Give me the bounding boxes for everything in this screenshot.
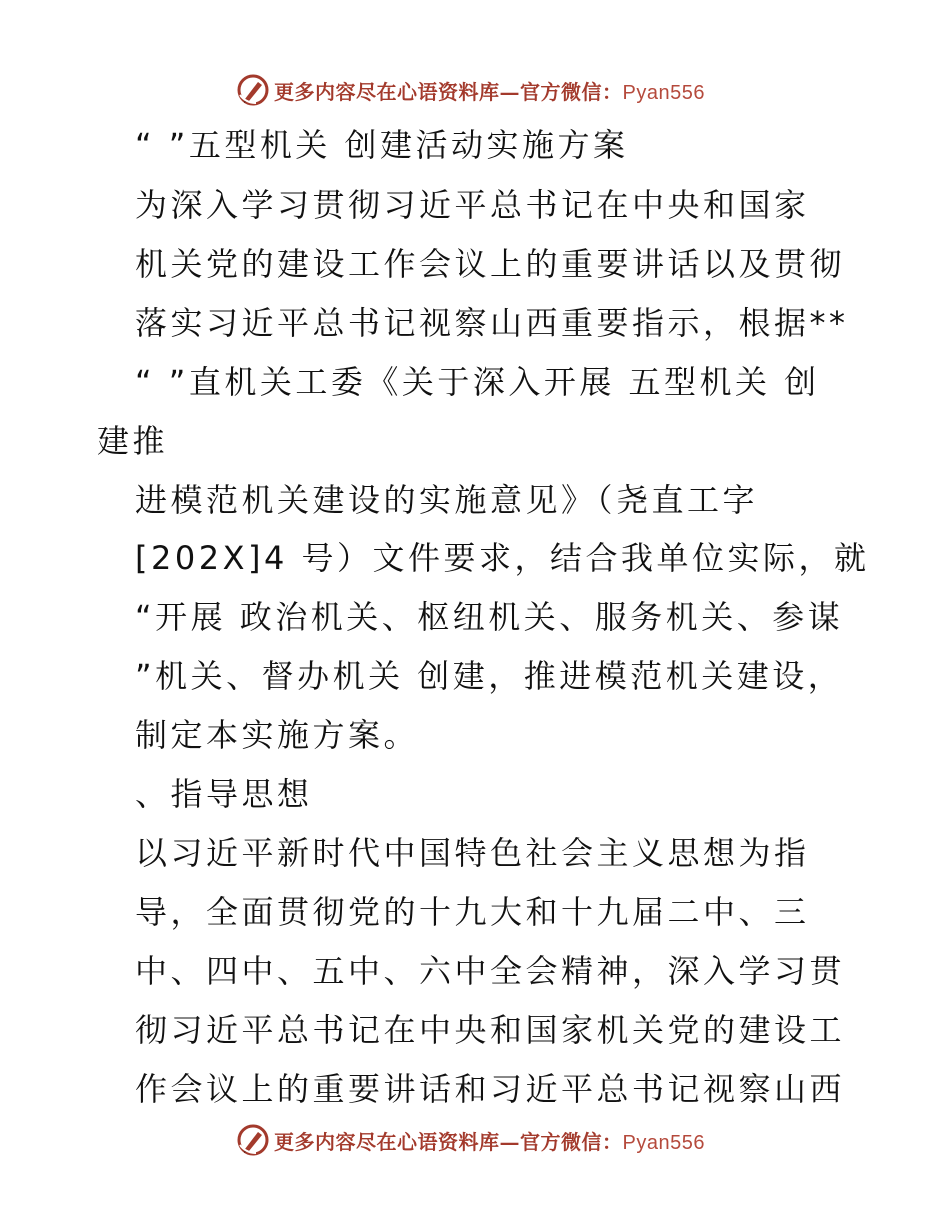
paragraph-line: “ ”直机关工委《关于深入开展 五型机关 创	[135, 363, 820, 401]
paragraph-line: ”机关、督办机关 创建，推进模范机关建设，	[135, 657, 844, 695]
paragraph-line: 以习近平新时代中国特色社会主义思想为指	[135, 834, 810, 872]
section-heading: 、指导思想	[135, 775, 313, 813]
paragraph-line: 彻习近平总书记在中央和国家机关党的建设工	[135, 1011, 846, 1049]
pen-circle-logo-icon	[236, 1123, 270, 1157]
paragraph-line: 制定本实施方案。	[135, 716, 420, 754]
paragraph-line: 进模范机关建设的实施意见》（尧直工字	[135, 481, 759, 519]
paragraph-line: 为深入学习贯彻习近平总书记在中央和国家	[135, 186, 810, 224]
paragraph-line: 建推	[97, 422, 169, 460]
paragraph-line: 落实习近平总书记视察山西重要指示，根据**	[135, 304, 849, 342]
paragraph-line: 导，全面贯彻党的十九大和十九届二中、三	[135, 893, 810, 931]
paragraph-line: 中、四中、五中、六中全会精神，深入学习贯	[135, 952, 846, 990]
watermark-text: 更多内容尽在心语资料库—官方微信：	[274, 79, 623, 104]
watermark-wechat-id: Pyan556	[622, 81, 705, 104]
paragraph-line: 机关党的建设工作会议上的重要讲话以及贯彻	[135, 245, 846, 283]
paragraph-line: [202X]4 号）文件要求，结合我单位实际，就	[135, 539, 870, 577]
watermark-footer	[236, 1122, 705, 1158]
document-title: “ ”五型机关 创建活动实施方案	[135, 126, 629, 164]
paragraph-line: “开展 政治机关、枢纽机关、服务机关、参谋	[135, 598, 844, 636]
watermark-text: 更多内容尽在心语资料库—官方微信：	[274, 1129, 623, 1154]
watermark-wechat-id: Pyan556	[622, 1131, 705, 1154]
paragraph-line: 作会议上的重要讲话和习近平总书记视察山西	[135, 1070, 846, 1108]
